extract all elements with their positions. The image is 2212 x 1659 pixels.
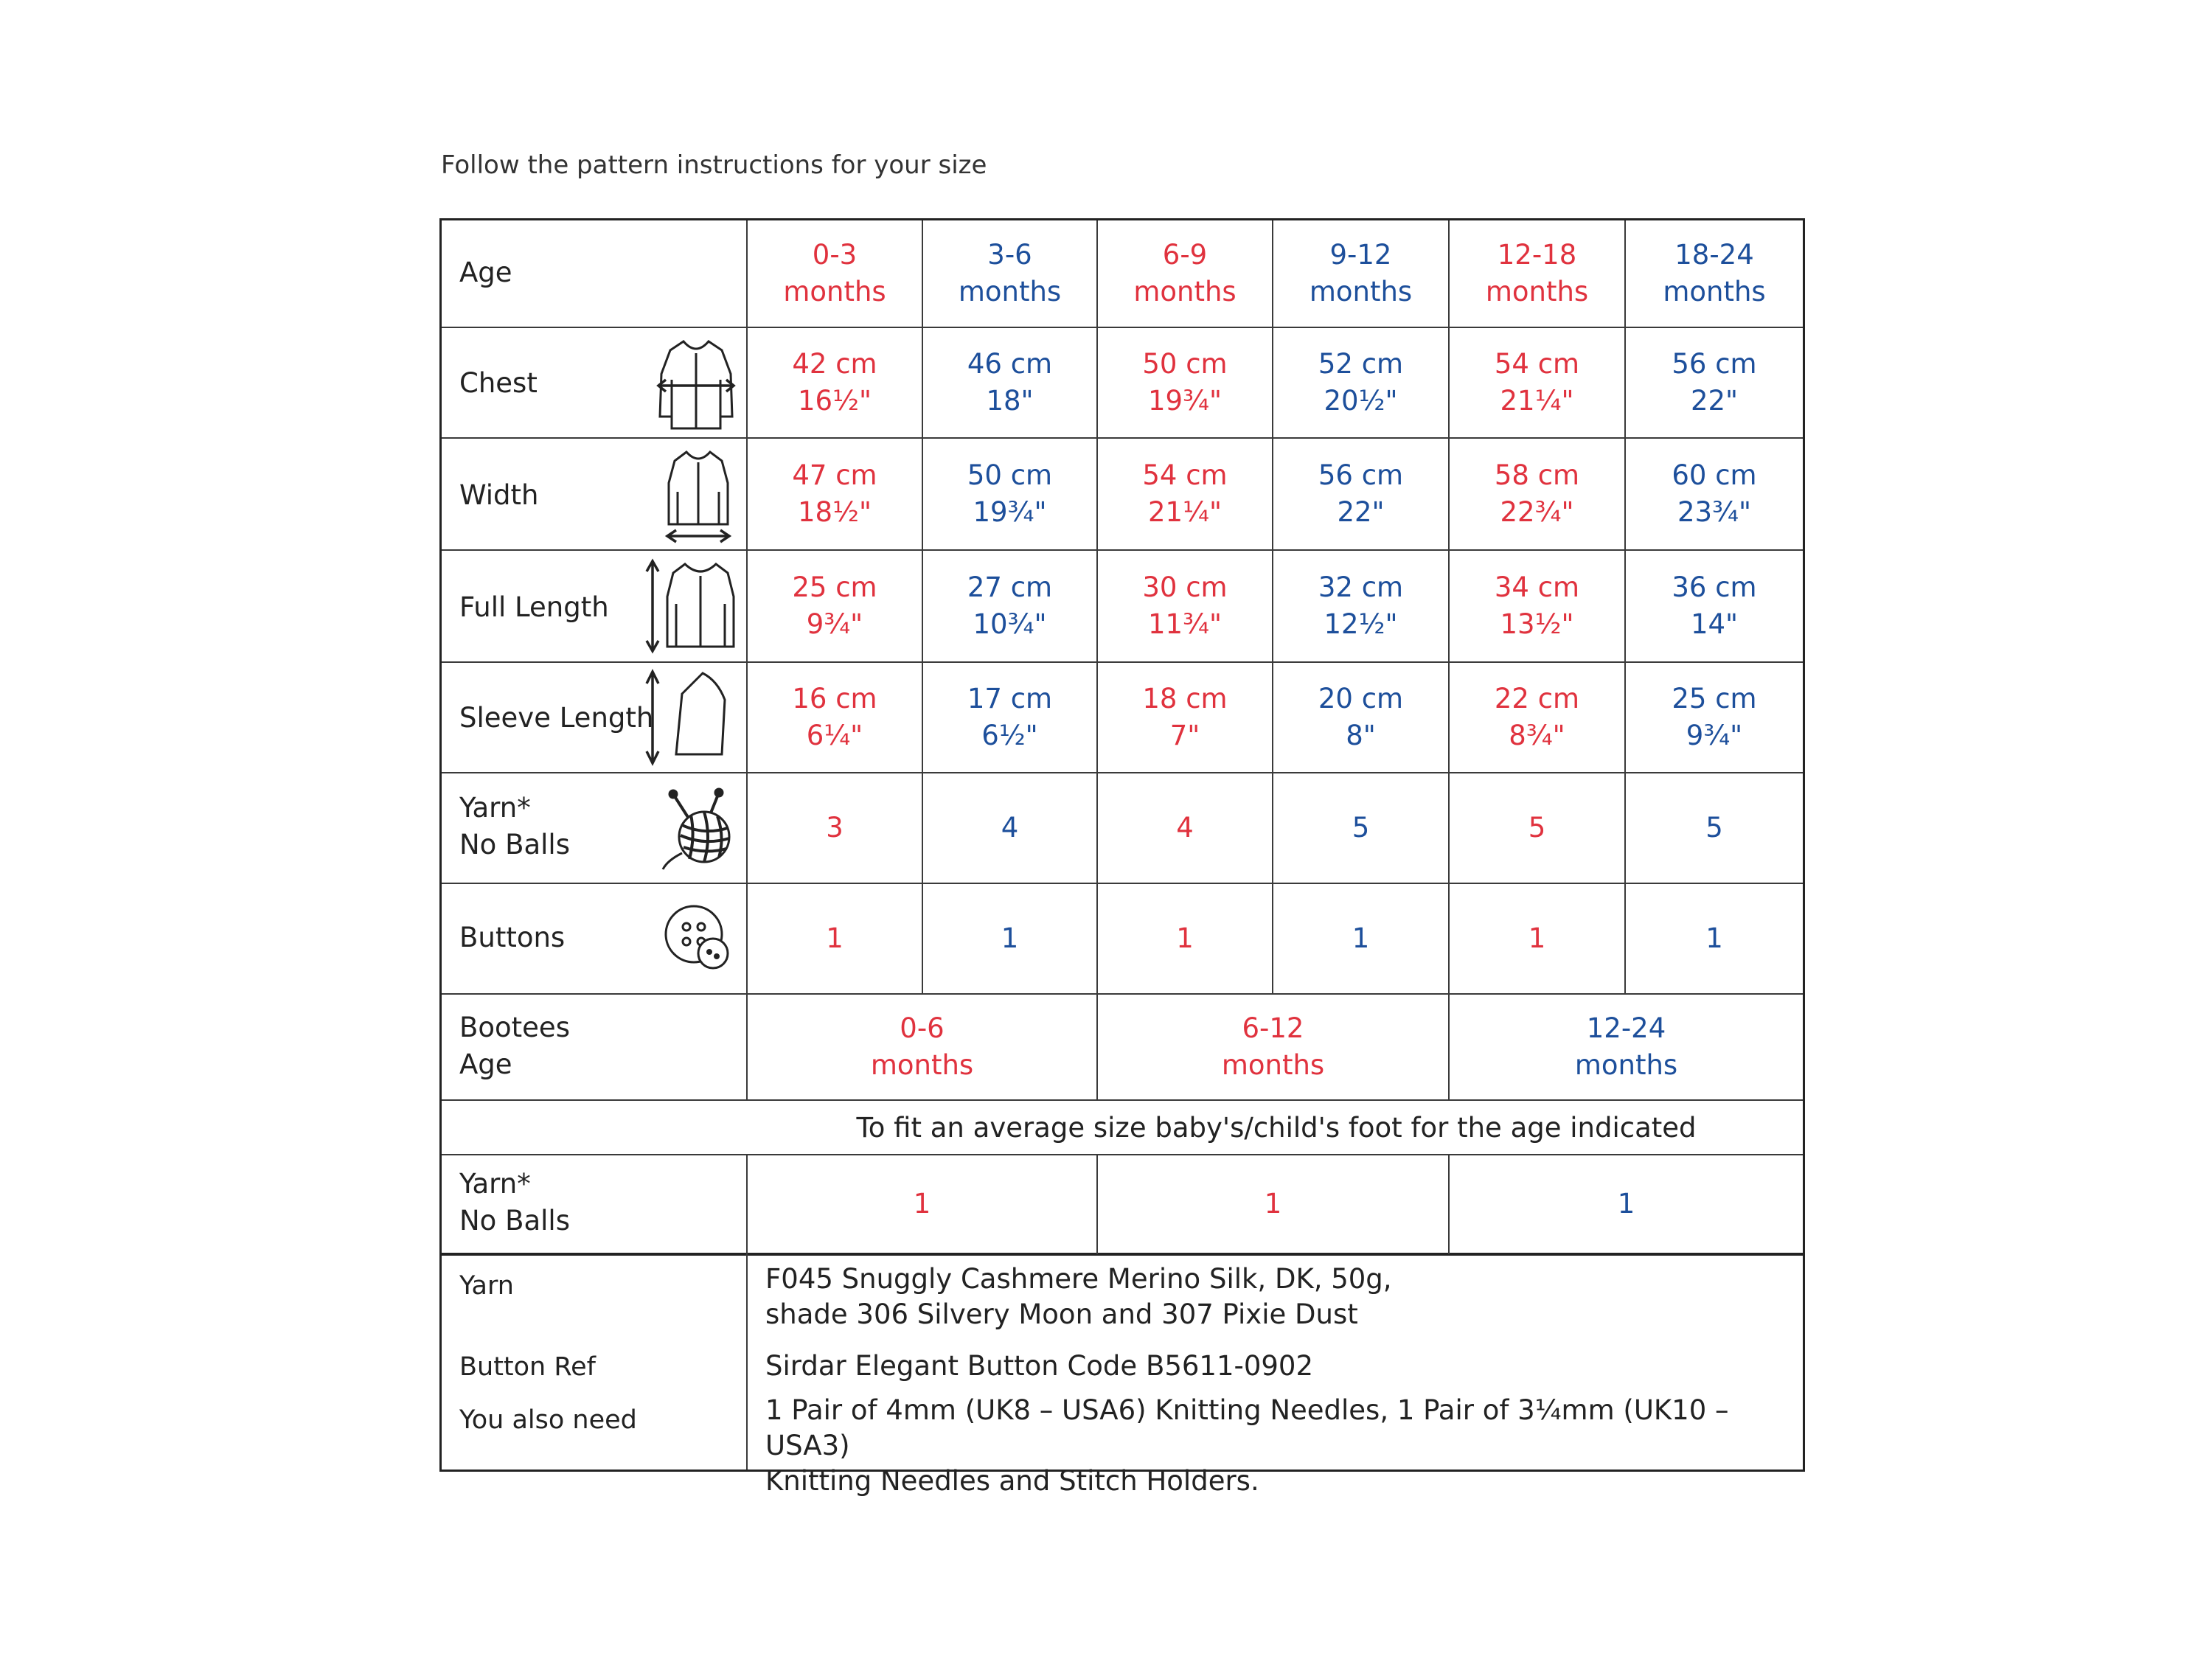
cell-value: 1 <box>1352 922 1370 954</box>
cell-value: 18½" <box>798 496 872 528</box>
cell-yarn-balls-0 <box>748 773 922 883</box>
cell-value: 1 <box>1528 922 1546 954</box>
cell-full-length-3 <box>1273 551 1448 661</box>
cell-value: 18-24 <box>1674 239 1754 271</box>
yarn-line-2: shade 306 Silvery Moon and 307 Pixie Dust <box>765 1298 1358 1330</box>
cell-age-4 <box>1450 220 1624 327</box>
cell-width-2 <box>1098 439 1272 549</box>
cell-value: 52 cm <box>1318 348 1404 380</box>
cell-value: 6-9 <box>1162 239 1208 271</box>
materials-button-value: Sirdar Elegant Button Code B5611-0902 <box>765 1350 1313 1382</box>
size-chart-table <box>439 218 1805 1497</box>
cell-value: 21¼" <box>1148 496 1222 528</box>
cell-value: months <box>1221 1049 1325 1081</box>
cell-age-3 <box>1273 220 1448 327</box>
materials-also-label: You also need <box>459 1405 637 1435</box>
cell-value: 32 cm <box>1318 571 1404 603</box>
cell-value: 5 <box>1528 812 1546 844</box>
cell-value: 4 <box>1176 812 1194 844</box>
bootees-balls-1 <box>1098 1155 1448 1253</box>
cell-sleeve-length-3 <box>1273 663 1448 772</box>
row-label-width: Width <box>459 479 539 511</box>
cell-value: 25 cm <box>792 571 877 603</box>
cell-chest-4 <box>1450 328 1624 437</box>
cell-value: 13½" <box>1500 608 1574 640</box>
cell-age-2 <box>1098 220 1272 327</box>
row-label-bootees-yarn-1: Yarn* <box>459 1168 531 1200</box>
cell-value: 27 cm <box>967 571 1053 603</box>
cell-value: 56 cm <box>1318 459 1404 491</box>
cell-yarn-balls-4 <box>1450 773 1624 883</box>
cell-value: 42 cm <box>792 348 877 380</box>
cell-chest-0 <box>748 328 922 437</box>
cell-value: 8¾" <box>1509 720 1565 751</box>
cell-full-length-1 <box>923 551 1096 661</box>
cell-value: months <box>1133 276 1237 307</box>
cell-chest-2 <box>1098 328 1272 437</box>
cell-sleeve-length-0 <box>748 663 922 772</box>
cell-buttons-4 <box>1450 884 1624 993</box>
row-label-bootees-2: Age <box>459 1048 512 1080</box>
bootees-age-0 <box>748 995 1096 1099</box>
cell-value: months <box>870 1049 974 1081</box>
cell-value: 22¾" <box>1500 496 1574 528</box>
cell-value: 3-6 <box>987 239 1032 271</box>
cell-value: 5 <box>1352 812 1370 844</box>
cell-value: 20½" <box>1324 385 1398 417</box>
cell-value: 22" <box>1337 496 1385 528</box>
cell-value: 20 cm <box>1318 683 1404 714</box>
cell-value: 58 cm <box>1494 459 1580 491</box>
materials-yarn-label: Yarn <box>459 1271 514 1301</box>
cell-value: 0-3 <box>812 239 858 271</box>
row-label-yarn-2: No Balls <box>459 829 570 860</box>
cell-value: 12½" <box>1324 608 1398 640</box>
cell-value: 19¾" <box>973 496 1047 528</box>
cell-chest-3 <box>1273 328 1448 437</box>
cell-value: 21¼" <box>1500 385 1574 417</box>
cell-buttons-5 <box>1626 884 1803 993</box>
also-line-1: 1 Pair of 4mm (UK8 – USA6) Knitting Needles, 1 Pair of 3¼mm (UK10 – USA3) <box>765 1394 1729 1461</box>
cell-value: months <box>1663 276 1766 307</box>
cell-value: 50 cm <box>1142 348 1228 380</box>
cell-value: 54 cm <box>1494 348 1580 380</box>
cell-full-length-0 <box>748 551 922 661</box>
row-label-bootees-1: Bootees <box>459 1012 570 1043</box>
cell-value: 1 <box>826 922 844 954</box>
cell-value: 9¾" <box>806 608 863 640</box>
cell-value: 1 <box>1617 1188 1635 1220</box>
yarn-line-1: F045 Snuggly Cashmere Merino Silk, DK, 50g, <box>765 1263 1392 1295</box>
cell-sleeve-length-4 <box>1450 663 1624 772</box>
row-label-age: Age <box>459 257 512 288</box>
cell-value: 1 <box>1176 922 1194 954</box>
cell-value: 54 cm <box>1142 459 1228 491</box>
cell-value: months <box>1485 276 1589 307</box>
row-label-bootees-yarn-2: No Balls <box>459 1205 570 1237</box>
cell-age-1 <box>923 220 1096 327</box>
cell-full-length-5 <box>1626 551 1803 661</box>
cell-value: 56 cm <box>1672 348 1757 380</box>
cell-value: 6½" <box>981 720 1038 751</box>
cell-buttons-1 <box>923 884 1096 993</box>
materials-yarn-value <box>748 1262 1392 1332</box>
cell-value: 12-18 <box>1497 239 1577 271</box>
cell-sleeve-length-1 <box>923 663 1096 772</box>
cell-value: 1 <box>1705 922 1723 954</box>
cell-width-3 <box>1273 439 1448 549</box>
cell-value: 50 cm <box>967 459 1053 491</box>
cell-value: 46 cm <box>967 348 1053 380</box>
cell-value: 16 cm <box>792 683 877 714</box>
cell-width-5 <box>1626 439 1803 549</box>
cell-value: 3 <box>826 812 844 844</box>
cell-value: 18 cm <box>1142 683 1228 714</box>
cell-value: 6¼" <box>806 720 863 751</box>
row-label-chest: Chest <box>459 367 538 399</box>
cardigan-chest-measure-icon <box>655 337 737 431</box>
cell-value: 9-12 <box>1329 239 1392 271</box>
yarn-ball-needles-icon <box>660 787 737 872</box>
bootees-balls-0 <box>748 1155 1096 1253</box>
cell-value: 10¾" <box>973 608 1047 640</box>
cell-value: 12-24 <box>1586 1012 1666 1044</box>
cell-value: 6-12 <box>1242 1012 1304 1044</box>
cell-full-length-4 <box>1450 551 1624 661</box>
cardigan-width-measure-icon <box>663 448 734 545</box>
also-line-2: Knitting Needles and Stitch Holders. <box>765 1465 1259 1497</box>
cell-value: 47 cm <box>792 459 877 491</box>
bootees-balls-2 <box>1450 1155 1803 1253</box>
bootees-age-1 <box>1098 995 1448 1099</box>
cell-yarn-balls-1 <box>923 773 1096 883</box>
cell-value: 1 <box>913 1188 931 1220</box>
cell-width-4 <box>1450 439 1624 549</box>
cell-value: 22 cm <box>1494 683 1580 714</box>
cell-yarn-balls-2 <box>1098 773 1272 883</box>
cell-buttons-2 <box>1098 884 1272 993</box>
cell-value: 23¾" <box>1677 496 1751 528</box>
cell-buttons-0 <box>748 884 922 993</box>
cell-width-1 <box>923 439 1096 549</box>
cell-sleeve-length-2 <box>1098 663 1272 772</box>
materials-also-value <box>748 1393 1803 1499</box>
cell-age-0 <box>748 220 922 327</box>
cell-full-length-2 <box>1098 551 1272 661</box>
cell-value: 8" <box>1346 720 1376 751</box>
cell-value: 1 <box>1001 922 1019 954</box>
cell-value: 30 cm <box>1142 571 1228 603</box>
cell-width-0 <box>748 439 922 549</box>
cardigan-length-measure-icon <box>644 557 738 655</box>
cell-value: 60 cm <box>1672 459 1757 491</box>
cell-value: 14" <box>1690 608 1739 640</box>
cell-value: 0-6 <box>900 1012 945 1044</box>
cell-buttons-3 <box>1273 884 1448 993</box>
caption-text: Follow the pattern instructions for your size <box>441 150 987 180</box>
cell-value: 18" <box>986 385 1034 417</box>
row-label-sleeve-length: Sleeve Length <box>459 702 654 734</box>
cell-chest-1 <box>923 328 1096 437</box>
row-label-yarn-1: Yarn* <box>459 792 531 824</box>
row-label-full-length: Full Length <box>459 591 609 623</box>
bootees-age-2 <box>1450 995 1803 1099</box>
cell-value: 25 cm <box>1672 683 1757 714</box>
cut-caption <box>441 150 987 189</box>
cell-sleeve-length-5 <box>1626 663 1803 772</box>
cell-age-5 <box>1626 220 1803 327</box>
cell-value: 7" <box>1169 720 1200 751</box>
cell-value: months <box>958 276 1062 307</box>
cell-chest-5 <box>1626 328 1803 437</box>
sleeve-length-measure-icon <box>641 667 735 768</box>
cell-yarn-balls-5 <box>1626 773 1803 883</box>
cell-value: 4 <box>1001 812 1019 844</box>
cell-value: 5 <box>1705 812 1723 844</box>
materials-button-label: Button Ref <box>459 1352 596 1382</box>
bootees-note: To fit an average size baby's/child's foot for the age indicated <box>856 1112 1697 1144</box>
cell-value: 36 cm <box>1672 571 1757 603</box>
cell-value: 16½" <box>798 385 872 417</box>
cell-value: 9¾" <box>1686 720 1743 751</box>
cell-value: months <box>1574 1049 1678 1081</box>
cell-value: 19¾" <box>1148 385 1222 417</box>
cell-value: 22" <box>1690 385 1739 417</box>
cell-yarn-balls-3 <box>1273 773 1448 883</box>
cell-value: 17 cm <box>967 683 1053 714</box>
cell-value: months <box>783 276 886 307</box>
cell-value: months <box>1309 276 1413 307</box>
cell-value: 11¾" <box>1148 608 1222 640</box>
cell-value: 1 <box>1264 1188 1282 1220</box>
cell-value: 34 cm <box>1494 571 1580 603</box>
buttons-icon <box>663 903 734 974</box>
row-label-buttons: Buttons <box>459 922 566 953</box>
